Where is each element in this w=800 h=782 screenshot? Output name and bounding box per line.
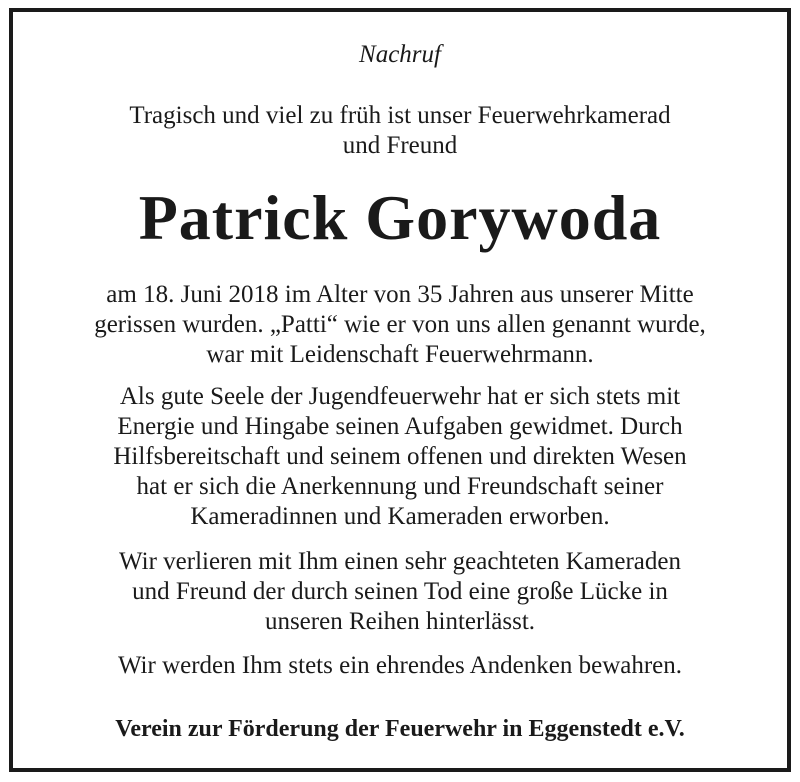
text-line: am 18. Juni 2018 im Alter von 35 Jahren aus unserer Mitte <box>106 281 694 308</box>
paragraph-tribute <box>20 382 780 532</box>
text-line: hat er sich die Anerkennung und Freundschaft seiner <box>136 473 664 500</box>
text-line: Wir werden Ihm stets ein ehrendes Andenken bewahren. <box>117 652 683 679</box>
intro-line: und Freund <box>342 132 458 159</box>
paragraph-loss <box>20 547 780 637</box>
deceased-name: Patrick Gorywoda <box>138 182 662 253</box>
text-line: Kameradinnen und Kameraden erworben. <box>190 503 610 530</box>
text-line: unseren Reihen hinterlässt. <box>264 608 536 635</box>
text-line: Als gute Seele der Jugendfeuerwehr hat er sich stets mit <box>119 383 681 410</box>
signature-organization: Verein zur Förderung der Feuerwehr in Eggenstedt e.V. <box>115 716 685 742</box>
intro-text <box>20 101 780 161</box>
text-line: Wir verlieren mit Ihm einen sehr geachteten Kameraden <box>119 548 681 575</box>
paragraph-death-date <box>20 280 780 370</box>
paragraph-remembrance <box>20 651 780 681</box>
text-line: und Freund der durch seinen Tod eine große Lücke in <box>132 578 668 605</box>
text-line: Hilfsbereitschaft und seinem offenen und direkten Wesen <box>113 443 687 470</box>
intro-line: Tragisch und viel zu früh ist unser Feuerwehrkamerad <box>129 102 671 129</box>
text-line: Energie und Hingabe seinen Aufgaben gewidmet. Durch <box>117 413 683 440</box>
text-line: gerissen wurden. „Patti“ wie er von uns allen genannt wurde, <box>94 311 706 338</box>
obituary-content <box>20 0 780 782</box>
obituary-heading: Nachruf <box>359 41 441 68</box>
text-line: war mit Leidenschaft Feuerwehrmann. <box>206 341 594 368</box>
